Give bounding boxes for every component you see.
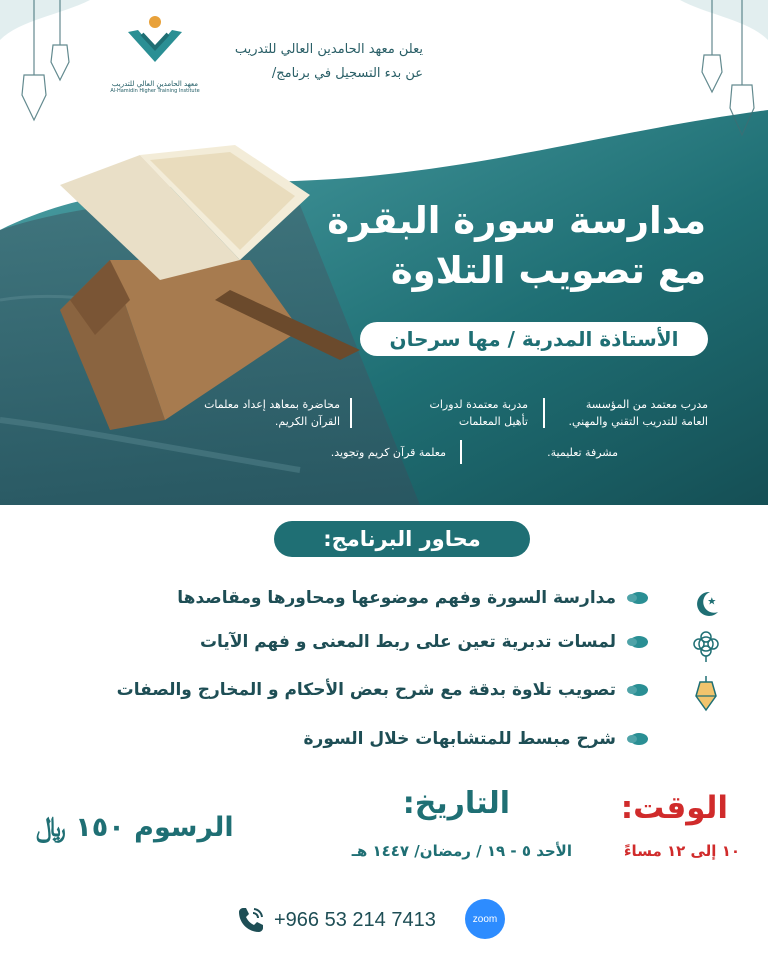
logo-name-english: Al-Hamidin Higher Training Institute [110, 88, 200, 94]
crescent-star-icon [690, 588, 722, 620]
time-value: ١٠ إلى ١٢ مساءً [623, 842, 740, 860]
qualification-teacher-trainer: مدربة معتمدة لدورات تأهيل المعلمات [429, 398, 528, 428]
date-label: التاريخ: [402, 786, 510, 821]
bullet-icon [626, 635, 648, 649]
program-item [200, 627, 648, 657]
phone-icon [236, 905, 266, 935]
program-item [177, 583, 648, 613]
zoom-icon[interactable] [465, 899, 505, 939]
program-item [117, 675, 648, 705]
date-value: الأحد ٥ - ١٩ / رمضان/ ١٤٤٧ هـ [351, 842, 572, 860]
phone-number[interactable]: +966 53 214 7413 [274, 908, 436, 931]
announcement-line-2: عن بدء التسجيل في برنامج/ [271, 66, 423, 81]
qualification-supervisor: مشرفة تعليمية. [547, 446, 618, 459]
program-title-line-1: مدارسة سورة البقرة [327, 199, 706, 242]
bullet-icon [626, 683, 648, 697]
zoom-label: zoom [472, 913, 498, 925]
qualification-lecturer: محاضرة بمعاهد إعداد معلمات القرآن الكريم. [204, 398, 340, 428]
institute-logo [100, 14, 210, 94]
bullet-icon [626, 591, 648, 605]
qualification-quran-teacher: معلمة قرآن كريم وتجويد. [330, 446, 446, 459]
qualification-divider [460, 440, 462, 464]
program-item-text: مدارسة السورة وفهم موضوعها ومحاورها ومقاصدها [177, 588, 616, 608]
announcement [235, 38, 423, 86]
qualification-divider [543, 398, 545, 428]
program-item [304, 724, 649, 754]
program-title [327, 196, 706, 296]
program-item-text: لمسات تدبرية تعين على ربط المعنى و فهم الآيات [199, 632, 616, 652]
qualification-certified-trainer: مدرب معتمد من المؤسسة العامة للتدريب التقني والمهني. [568, 398, 708, 428]
time-label: الوقت: [620, 790, 728, 826]
trainer-name-pill: الأستاذة المدربة / مها سرحان [360, 322, 708, 356]
program-item-text: تصويب تلاوة بدقة مع شرح بعض الأحكام و المخارج والصفات [116, 680, 616, 700]
ornament-icon [690, 628, 722, 664]
program-item-text: شرح مبسط للمتشابهات خلال السورة [303, 729, 616, 749]
announcement-line-1: يعلن معهد الحامدين العالي للتدريب [234, 42, 423, 57]
logo-name-arabic: معهد الحامدين العالي للتدريب [111, 80, 199, 88]
program-axes-heading: محاور البرنامج: [274, 521, 530, 557]
program-fees: الرسوم ١٥٠ ﷼ [36, 812, 234, 843]
qualification-divider [350, 398, 352, 428]
lantern-icon [690, 676, 722, 714]
logo-mark-icon [120, 14, 190, 74]
bullet-icon [626, 732, 648, 746]
phone-contact[interactable] [236, 905, 436, 935]
program-title-line-2: مع تصويب التلاوة [390, 249, 706, 292]
